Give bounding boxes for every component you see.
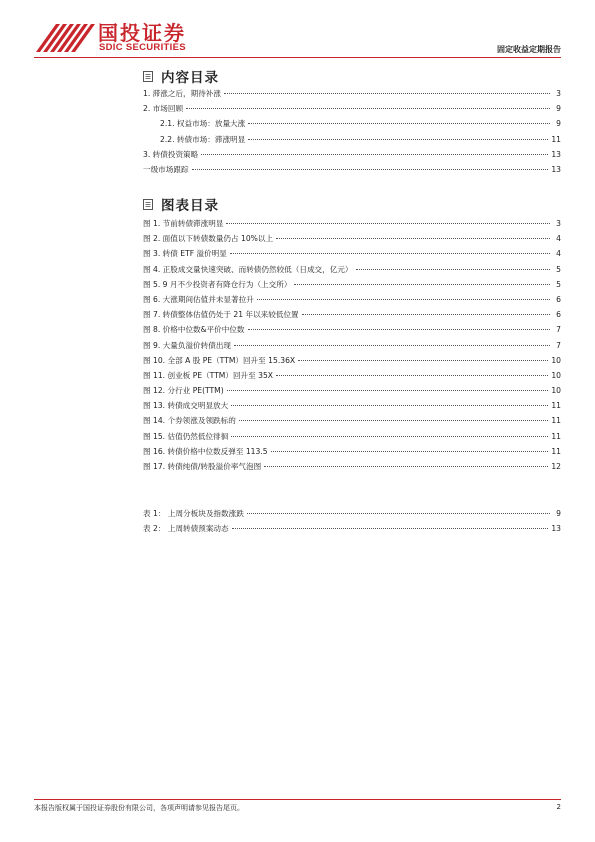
toc-entry-page: 11 (551, 134, 561, 144)
figure-entry-label: 图 4. 正股成交量快速突破、而转债仍然较低（日成交，亿元） (143, 264, 353, 274)
toc-entry-page: 13 (551, 164, 561, 174)
tables-list (143, 508, 561, 538)
dot-leader (356, 269, 550, 270)
figure-entry-page: 7 (556, 340, 561, 350)
contents-title: 内容目录 (161, 70, 219, 86)
table-entry[interactable] (143, 523, 561, 538)
toc-entry[interactable] (143, 88, 561, 103)
page-number: 2 (556, 803, 561, 811)
figure-entry[interactable] (143, 233, 561, 248)
table-entry[interactable] (143, 508, 561, 523)
footer-divider (34, 799, 561, 800)
figures-title: 图表目录 (161, 198, 219, 214)
dot-leader (248, 123, 550, 124)
figures-list (143, 218, 561, 476)
dot-leader (248, 329, 550, 330)
dot-leader (226, 223, 550, 224)
toc-entry-page: 13 (551, 149, 561, 159)
table-entry-label: 表 2： 上周转债预案动态 (143, 524, 229, 534)
dot-leader (271, 451, 549, 452)
figure-entry[interactable] (143, 400, 561, 415)
header-divider (34, 57, 561, 58)
toc-entry-page: 9 (556, 104, 561, 114)
dot-leader (302, 314, 550, 315)
figure-entry-page: 10 (551, 355, 561, 365)
toc-entry[interactable] (143, 149, 561, 164)
document-icon (143, 199, 153, 210)
toc-entry[interactable] (143, 134, 561, 149)
figure-entry-page: 11 (551, 431, 561, 441)
figure-entry-label: 图 15. 估值仍然低位徘徊 (143, 431, 229, 441)
figure-entry-label: 图 5. 9 月不少投资者有降仓行为（上交所） (143, 279, 292, 289)
dot-leader (264, 466, 548, 467)
contents-heading (143, 66, 219, 86)
figure-entry-label: 图 3. 转债 ETF 溢价明显 (143, 249, 227, 259)
toc-entry-label: 一级市场跟踪 (143, 164, 189, 174)
figure-entry[interactable] (143, 355, 561, 370)
figures-heading (143, 194, 219, 214)
figure-entry-label: 图 16. 转债价格中位数反弹至 113.5 (143, 446, 268, 456)
figure-entry-page: 4 (556, 249, 561, 259)
figure-entry-page: 6 (556, 310, 561, 320)
table-entry-label: 表 1： 上周分板块及指数涨跌 (143, 509, 244, 518)
toc-entry-label: 2.2. 转债市场：滞涨明显 (160, 134, 246, 144)
toc-entry-page: 9 (556, 119, 561, 129)
figure-entry[interactable] (143, 324, 561, 339)
figure-entry-page: 11 (551, 401, 561, 411)
figure-entry[interactable] (143, 340, 561, 355)
dot-leader (201, 154, 548, 155)
figure-entry-label: 图 14. 个券领涨及领跌标的 (143, 416, 236, 426)
figure-entry-page: 12 (551, 462, 561, 471)
figure-entry-label: 图 8. 价格中位数&平价中位数 (143, 325, 245, 335)
figure-entry-page: 11 (551, 416, 561, 426)
figure-entry-label: 图 12. 分行业 PE(TTM) (143, 386, 224, 396)
figure-entry[interactable] (143, 218, 561, 233)
figure-entry-label: 图 11. 创业板 PE（TTM）回升至 35X (143, 370, 274, 380)
dot-leader (248, 139, 548, 140)
figure-entry[interactable] (143, 415, 561, 430)
figure-entry-page: 11 (551, 446, 561, 456)
figure-entry-label: 图 6. 大涨期间估值并未显著拉升 (143, 294, 254, 304)
figure-entry-page: 10 (551, 370, 561, 380)
table-entry-page: 13 (551, 524, 561, 534)
dot-leader (230, 253, 550, 254)
figure-entry-label: 图 2. 面值以下转债数量仍占 10%以上 (143, 234, 274, 244)
figure-entry-page: 5 (556, 264, 561, 274)
dot-leader (224, 93, 550, 94)
logo-text-cn: 国投证券 (98, 21, 186, 45)
dot-leader (234, 345, 550, 346)
dot-leader (276, 238, 550, 239)
figure-entry-page: 5 (556, 279, 561, 289)
figure-entry-label: 图 7. 转债整体估值仍处于 21 年以来较低位置 (143, 310, 299, 320)
dot-leader (231, 436, 548, 437)
logo-stripes-icon (34, 20, 96, 54)
figure-entry-page: 4 (556, 234, 561, 244)
page-header (0, 0, 595, 60)
figure-entry[interactable] (143, 446, 561, 461)
document-icon (143, 71, 153, 82)
figure-entry-page: 10 (551, 386, 561, 396)
toc-entry-label: 3. 转债投资策略 (143, 149, 199, 159)
figure-entry-label: 图 10. 全部 A 股 PE（TTM）回升至 15.36X (143, 355, 296, 365)
figure-entry-label: 图 17. 转债纯债/转股溢价率气泡图 (143, 462, 262, 471)
dot-leader (232, 528, 549, 529)
figure-entry-label: 图 1. 节前转债滞涨明显 (143, 219, 224, 228)
figure-entry[interactable] (143, 248, 561, 263)
figure-entry[interactable] (143, 279, 561, 294)
dot-leader (186, 108, 550, 109)
dot-leader (231, 405, 548, 406)
figure-entry[interactable] (143, 294, 561, 309)
dot-leader (227, 390, 549, 391)
toc-entry[interactable] (143, 103, 561, 118)
dot-leader (276, 375, 548, 376)
toc-entry-page: 3 (556, 89, 561, 98)
toc-entry-label: 1. 滞涨之后，期待补涨 (143, 89, 222, 98)
table-entry-page: 9 (556, 509, 561, 518)
toc-entry[interactable] (143, 118, 561, 133)
figure-entry[interactable] (143, 370, 561, 385)
figure-entry[interactable] (143, 309, 561, 324)
figure-entry[interactable] (143, 431, 561, 446)
report-type-label: 固定收益定期报告 (497, 45, 561, 54)
dot-leader (239, 420, 548, 421)
figure-entry[interactable] (143, 264, 561, 279)
figure-entry-page: 7 (556, 325, 561, 335)
figure-entry[interactable] (143, 461, 561, 476)
figure-entry-label: 图 13. 转债成交明显放大 (143, 401, 229, 411)
toc-entry[interactable] (143, 164, 561, 179)
figure-entry-page: 6 (556, 294, 561, 304)
figure-entry-page: 3 (556, 219, 561, 228)
toc-entry-label: 2. 市场回顾 (143, 104, 184, 114)
dot-leader (257, 299, 550, 300)
dot-leader (298, 360, 548, 361)
figure-entry[interactable] (143, 385, 561, 400)
footer-disclaimer: 本报告版权属于国投证券股份有限公司，各项声明请参见报告尾页。 (34, 804, 244, 812)
figure-entry-label: 图 9. 大量负溢价转债出现 (143, 340, 232, 350)
dot-leader (294, 284, 550, 285)
logo-text-en: SDIC SECURITIES (99, 42, 186, 53)
contents-list (143, 88, 561, 179)
dot-leader (192, 169, 549, 170)
dot-leader (247, 513, 550, 514)
toc-entry-label: 2.1. 权益市场：放量大涨 (160, 119, 246, 129)
